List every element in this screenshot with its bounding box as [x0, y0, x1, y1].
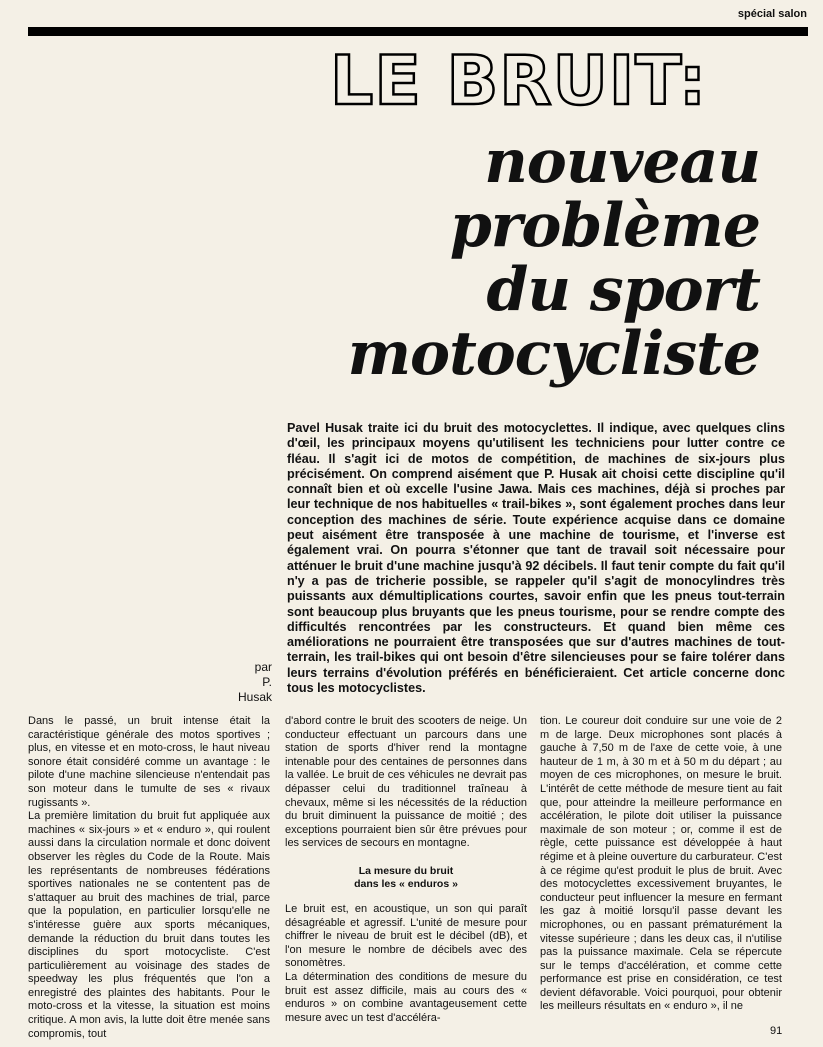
lead-paragraph: Pavel Husak traite ici du bruit des motocyclettes. Il indique, avec quelques clins d'œil, les principaux moyens qu'utilisent les techniciens pour lutter contre ce fléau. Il s'agit ici de motos de compétition, de machines de six-jours plus précisément. On comprend aisément que P. Husak ait choisi cette discipline qu'il connaît bien et où excelle l'usine Jawa. Mais ces machines, déjà si proches par leur technique de nos habituelles « trail-bikes », sont également proches dans leur conception des machines de série. Toute expérience acquise dans ce domaine peut aisément être transposée à une machine de tourisme, et l'inverse est également vrai. On pourra s'étonner que tant de travail soit nécessaire pour atténuer le bruit d'une machine jusqu'à 92 décibels. Il faut tenir compte du fait qu'il n'y a pas de tricherie possible, se rappeler qu'il s'agit de monocylindres très puissants aux démultiplications courtes, savoir enfin que les pneus tout-terrain sont beaucoup plus bruyants que les pneus tourisme, pour se rendre compte des difficultés rencontrées par les constructeurs. Et quand bien même ces améliorations ne pourraient être transposées que sur d'autres machines de tout-terrain, les trail-bikes qui ont besoin d'être silencieuses pour se faire tolérer dans leurs terrains d'évolution préférés en bénéficieraient. Cet article concerne donc tous les motocyclistes. — [287, 421, 785, 696]
paragraph: La détermination des conditions de mesure du bruit est assez difficile, mais au cours des « enduros » on combine avantageusement cette mesure avec un test d'accéléra- — [285, 970, 527, 1024]
byline-initial: P. — [262, 675, 272, 689]
subtitle-line: motocycliste — [347, 319, 760, 389]
top-rule — [28, 27, 808, 36]
subtitle-line: nouveau — [484, 127, 760, 197]
section-tag: spécial salon — [737, 8, 807, 20]
column-1 — [28, 715, 270, 1041]
paragraph: Le bruit est, en acoustique, un son qui paraît désagréable et agressif. L'unité de mesure pour chiffrer le niveau de bruit est le décibel (dB), et l'on mesure le nombre de décibels avec des sonomètres. — [285, 902, 527, 970]
section-heading — [285, 865, 527, 891]
column-3 — [540, 715, 782, 1014]
paragraph: La première limitation du bruit fut appliquée aux machines « six-jours » et « enduro », qui roulent aussi dans la circulation normale et donc doivent observer les règles du Code de la Route. Mais les représentants de nombreuses fédérations sportives nationales ne se contentent pas de s'attaquer au bruit des machines de trial, parce que la population, en particulier lorsqu'elle ne s'intéresse guère aux sports mécaniques, demande la réduction du bruit dans toutes les disciplines du sport motocycliste. C'est particulièrement au voisinage des stades de speedway les plus fréquentés que l'on a enregistré des plaintes des habitants. Pour le moto-cross et la vitesse, la situation est moins critique. A mon avis, la lutte doit être menée sans compromis, tout — [28, 810, 270, 1040]
byline — [230, 660, 272, 705]
section-heading-line: La mesure du bruit — [358, 864, 454, 877]
paragraph: Dans le passé, un bruit intense était la caractéristique générale des motos sportives ; plus, en vitesse et en moto-cross, le haut niveau sonore était considéré comme un avantage : le pilote d'une machine silencieuse n'entendait pas son moteur dans le tumulte de ses « rivaux rugissants ». — [28, 715, 270, 809]
paragraph: tion. Le coureur doit conduire sur une voie de 2 m de large. Deux microphones sont placés à gauche à 7,50 m de l'axe de cette voie, à une hauteur de 1 m, à 30 m et à 50 m du départ ; au moyen de ces microphones, on mesure le bruit. L'intérêt de cette méthode de mesure tient au fait que, pour atteindre la meilleure performance en accélération, le pilote doit utiliser la puissance maximale de son moteur ; or, comme il est de règle, cette puissance est développée à haut régime et à pleine ouverture du carburateur. C'est à ce régime qu'est produit le plus de bruit. Avec des motocyclettes excessivement bruyantes, le conducteur peut influencer la mesure en fermant les gaz à moitié lorsqu'il passe devant les microphones, ou en passant prématurément la vitesse supérieure ; dans les deux cas, il n'utilise pas la puissance maximale. Cela se répercute sur le temps d'accélération, et comme cette performance est prise en considération, ce test devient défavorable. Voici pourquoi, pour obtenir les meilleurs résultats en « enduro », il ne — [540, 715, 782, 1013]
byline-par: par — [254, 660, 272, 674]
byline-author: Husak — [237, 690, 272, 704]
article-subtitle — [290, 127, 760, 389]
subtitle-line: problème — [449, 191, 760, 261]
subtitle-line: du sport — [486, 255, 760, 325]
paragraph: d'abord contre le bruit des scooters de neige. Un conducteur effectuant un parcours dans une station de sports d'hiver rend la montagne intenable pour des centaines de personnes dans la vallée. Le bruit de ces véhicules ne devrait pas dépasser celui du traditionnel traîneau à chevaux, même si les nécessités de la réduction du bruit diminuent la puissance de moitié ; des exceptions pourraient bien sûr être prévues pour les services de secours en montagne. — [285, 715, 527, 850]
column-2 — [285, 715, 527, 1025]
article-title: LE BRUIT: — [330, 42, 708, 121]
section-heading-line: dans les « enduros » — [354, 877, 458, 890]
page-number: 91 — [770, 1025, 783, 1037]
